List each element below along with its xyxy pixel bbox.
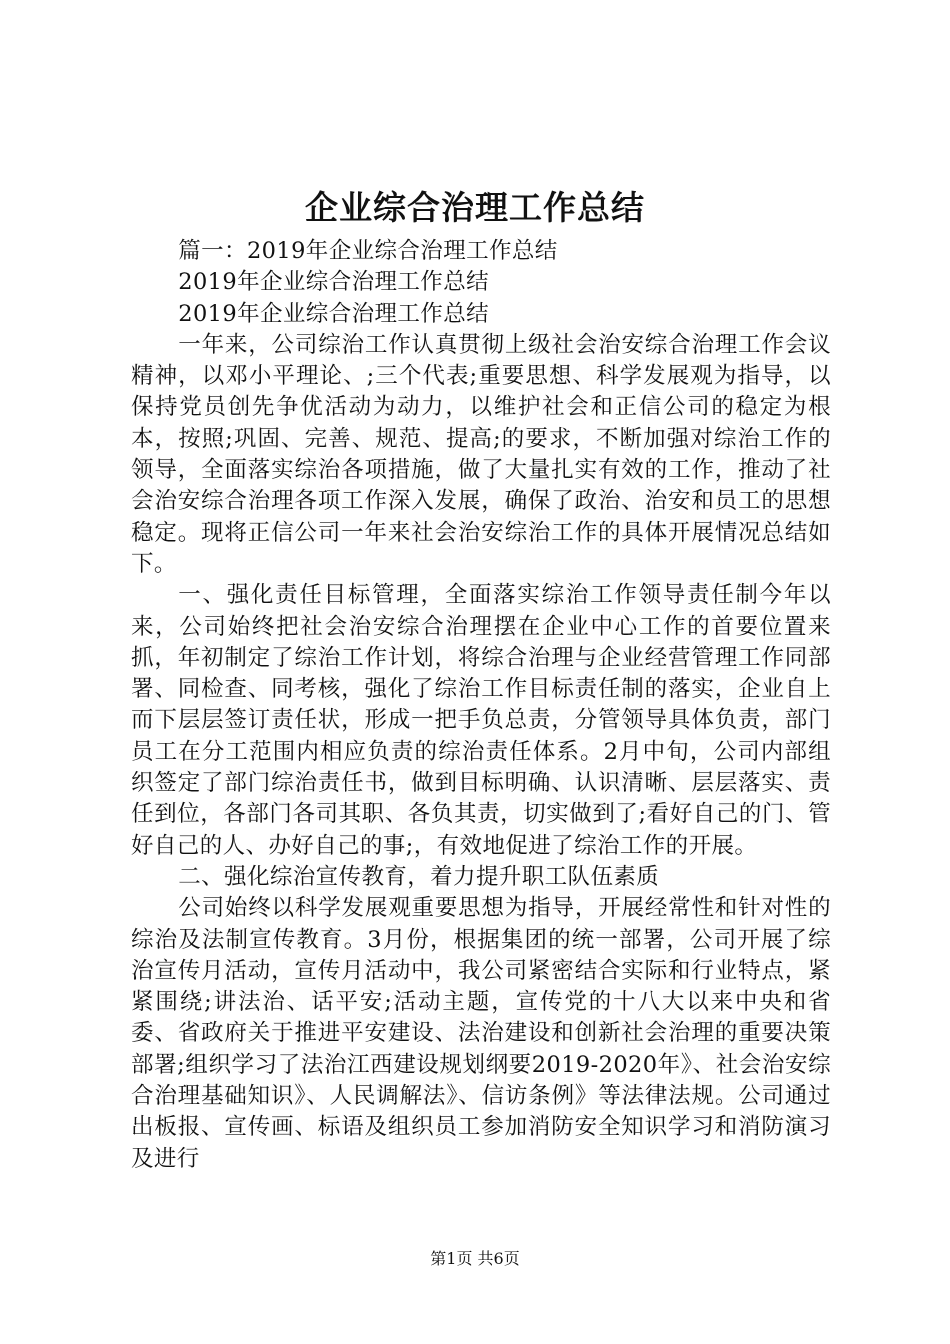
page-footer: 第1页 共6页 (430, 1249, 520, 1268)
paragraph-subtitle-2: 2019年企业综合治理工作总结 (178, 300, 490, 327)
paragraph-section-heading: 篇一：2019年企业综合治理工作总结 (178, 238, 558, 264)
paragraph-section-1: 一、强化责任目标管理，全面落实综治工作领导责任制今年以来，公司始终把社会治安综合治理摆在企业中心工作的首要位置来抓，年初制定了综治工作计划，将综合治理与企业经营管理工作同部署、同检查、同考核，强化了综治工作目标责任制的落实，企业自上而下层层签订责任状，形成一把手负总责，分管领导具体负责，部门员工在分工范围内相应负责的综治责任体系。2月中旬，公司内部组织签定了部门综治责任书，做到目标明确、认识清晰、层层落实、责任到位，各部门各司其职、各负其责，切实做到了;看好自己的门、管好自己的人、办好自己的事;，有效地促进了综治工作的开展。 (131, 582, 831, 859)
paragraph-section-2-heading: 二、强化综治宣传教育，着力提升职工队伍素质 (178, 863, 660, 890)
document-body (131, 236, 831, 1175)
paragraph-intro: 一年来，公司综治工作认真贯彻上级社会治安综合治理工作会议精神，以邓小平理论、;三个代表;重要思想、科学发展观为指导，以保持党员创先争优活动为动力，以维护社会和正信公司的稳定为根本，按照;巩固、完善、规范、提高;的要求，不断加强对综治工作的领导，全面落实综治各项措施，做了大量扎实有效的工作，推动了社会治安综合治理各项工作深入发展，确保了政治、治安和员工的思想稳定。现将正信公司一年来社会治安综治工作的具体开展情况总结如下。 (131, 331, 831, 577)
document-title: 企业综合治理工作总结 (305, 188, 645, 227)
paragraph-section-2-body: 公司始终以科学发展观重要思想为指导，开展经常性和针对性的综治及法制宣传教育。3月份，根据集团的统一部署，公司开展了综治宣传月活动，宣传月活动中，我公司紧密结合实际和行业特点，紧紧围绕;讲法治、话平安;活动主题，宣传党的十八大以来中央和省委、省政府关于推进平安建设、法治建设和创新社会治理的重要决策部署;组织学习了法治江西建设规划纲要2019-2020年》、社会治安综合治理基础知识》、人民调解法》、信访条例》等法律法规。公司通过出板报、宣传画、标语及组织员工参加消防安全知识学习和消防演习及进行 (131, 895, 831, 1172)
paragraph-subtitle-1: 2019年企业综合治理工作总结 (178, 269, 490, 296)
